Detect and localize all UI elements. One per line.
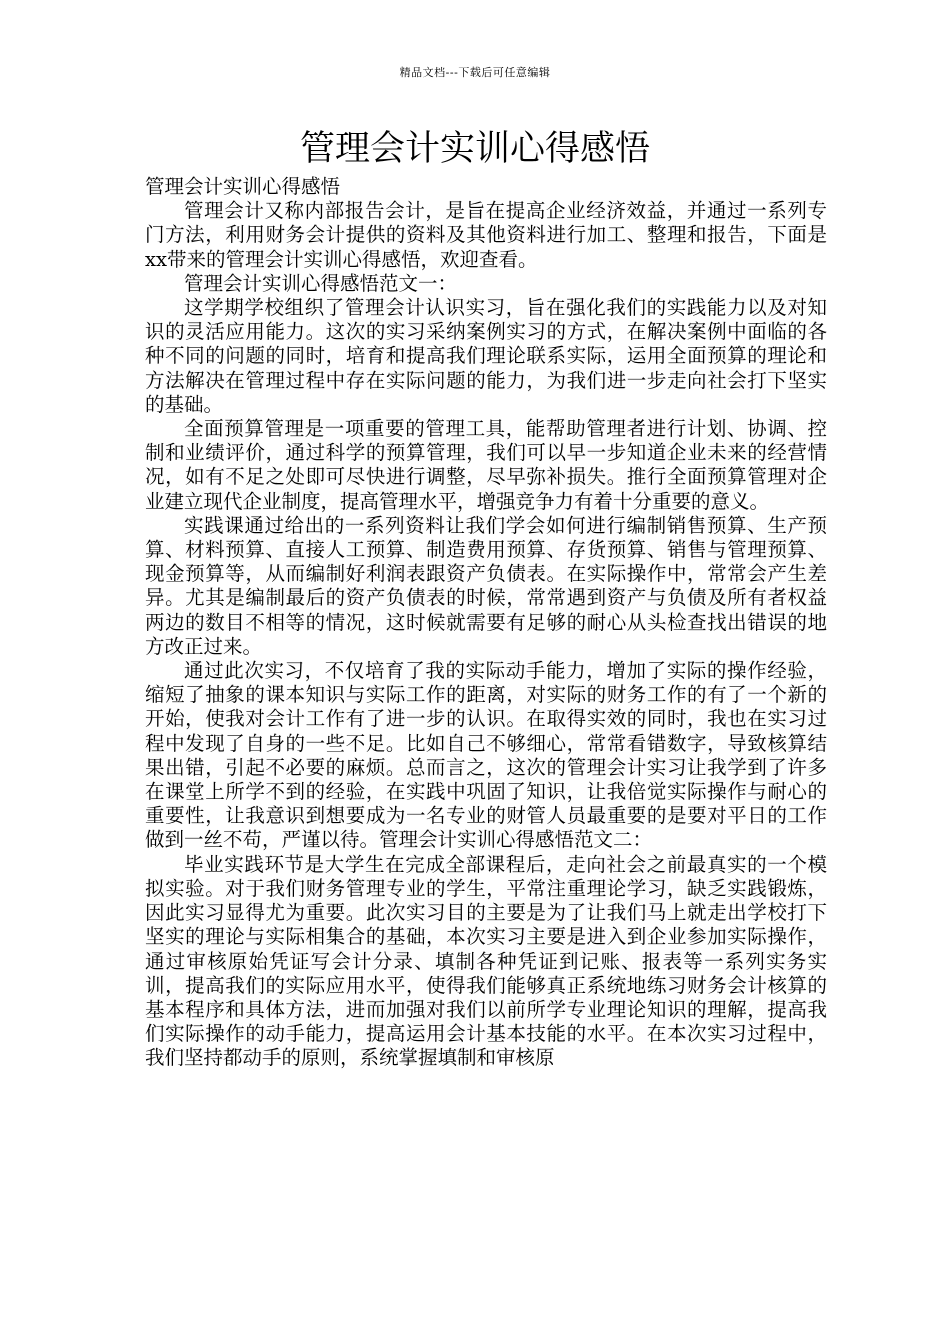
- paragraph: 毕业实践环节是大学生在完成全部课程后，走向社会之前最真实的一个模拟实验。对于我们财务管理专业的学生，平常注重理论学习，缺乏实践锻炼，因此实习显得尤为重要。此次实习目的主要是为了让我们马上就走出学校打下坚实的理论与实际相集合的基础，本次实习主要是进入到企业参加实际操作，通过审核原始凭证写会计分录、填制各种凭证到记账、报表等一系列实务实训，提高我们的实际应用水平，使得我们能够真正系统地练习财务会计核算的基本程序和具体方法，进而加强对我们以前所学专业理论知识的理解，提高我们实际操作的动手能力，提高运用会计基本技能的水平。在本次实习过程中，我们坚持都动手的原则，系统掌握填制和审核原: [145, 852, 827, 1070]
- document-title: 管理会计实训心得感悟: [299, 129, 650, 169]
- paragraph-section-heading-1: 管理会计实训心得感悟范文一：: [184, 271, 458, 295]
- document-subtitle: 管理会计实训心得感悟: [145, 175, 341, 198]
- paragraph-intro: 管理会计又称内部报告会计，是旨在提高企业经济效益，并通过一系列专门方法，利用财务会计提供的资料及其他资料进行加工、整理和报告，下面是xx带来的管理会计实训心得感悟，欢迎查看。: [145, 199, 827, 271]
- page-header: 精品文档---下载后可任意编辑: [399, 66, 551, 79]
- document-body: [145, 175, 827, 1071]
- paragraph: 这学期学校组织了管理会计认识实习，旨在强化我们的实践能力以及对知识的灵活应用能力。这次的实习采纳案例实习的方式，在解决案例中面临的各种不同的问题的同时，培育和提高我们理论联系实际，运用全面预算的理论和方法解决在管理过程中存在实际问题的能力，为我们进一步走向社会打下坚实的基础。: [145, 296, 827, 416]
- paragraph: 实践课通过给出的一系列资料让我们学会如何进行编制销售预算、生产预算、材料预算、直接人工预算、制造费用预算、存货预算、销售与管理预算、现金预算等，从而编制好利润表跟资产负债表。在实际操作中，常常会产生差异。尤其是编制最后的资产负债表的时候，常常遇到资产与负债及所有者权益两边的数目不相等的情况，这时候就需要有足够的耐心从头检查找出错误的地方改正过来。: [145, 513, 827, 658]
- paragraph: 通过此次实习，不仅培育了我的实际动手能力，增加了实际的操作经验，缩短了抽象的课本知识与实际工作的距离，对实际的财务工作的有了一个新的开始，使我对会计工作有了进一步的认识。在取得实效的同时，我也在实习过程中发现了自身的一些不足。比如自己不够细心，常常看错数字，导致核算结果出错，引起不必要的麻烦。总而言之，这次的管理会计实习让我学到了许多在课堂上所学不到的经验，在实践中巩固了知识，让我倍觉实际操作与耐心的重要性，让我意识到想要成为一名专业的财管人员最重要的是要对平日的工作做到一丝不苟，严谨以待。管理会计实训心得感悟范文二：: [145, 659, 827, 852]
- paragraph: 全面预算管理是一项重要的管理工具，能帮助管理者进行计划、协调、控制和业绩评价，通过科学的预算管理，我们可以早一步知道企业未来的经营情况，如有不足之处即可尽快进行调整，尽早弥补损失。推行全面预算管理对企业建立现代企业制度，提高管理水平，增强竞争力有着十分重要的意义。: [145, 417, 827, 513]
